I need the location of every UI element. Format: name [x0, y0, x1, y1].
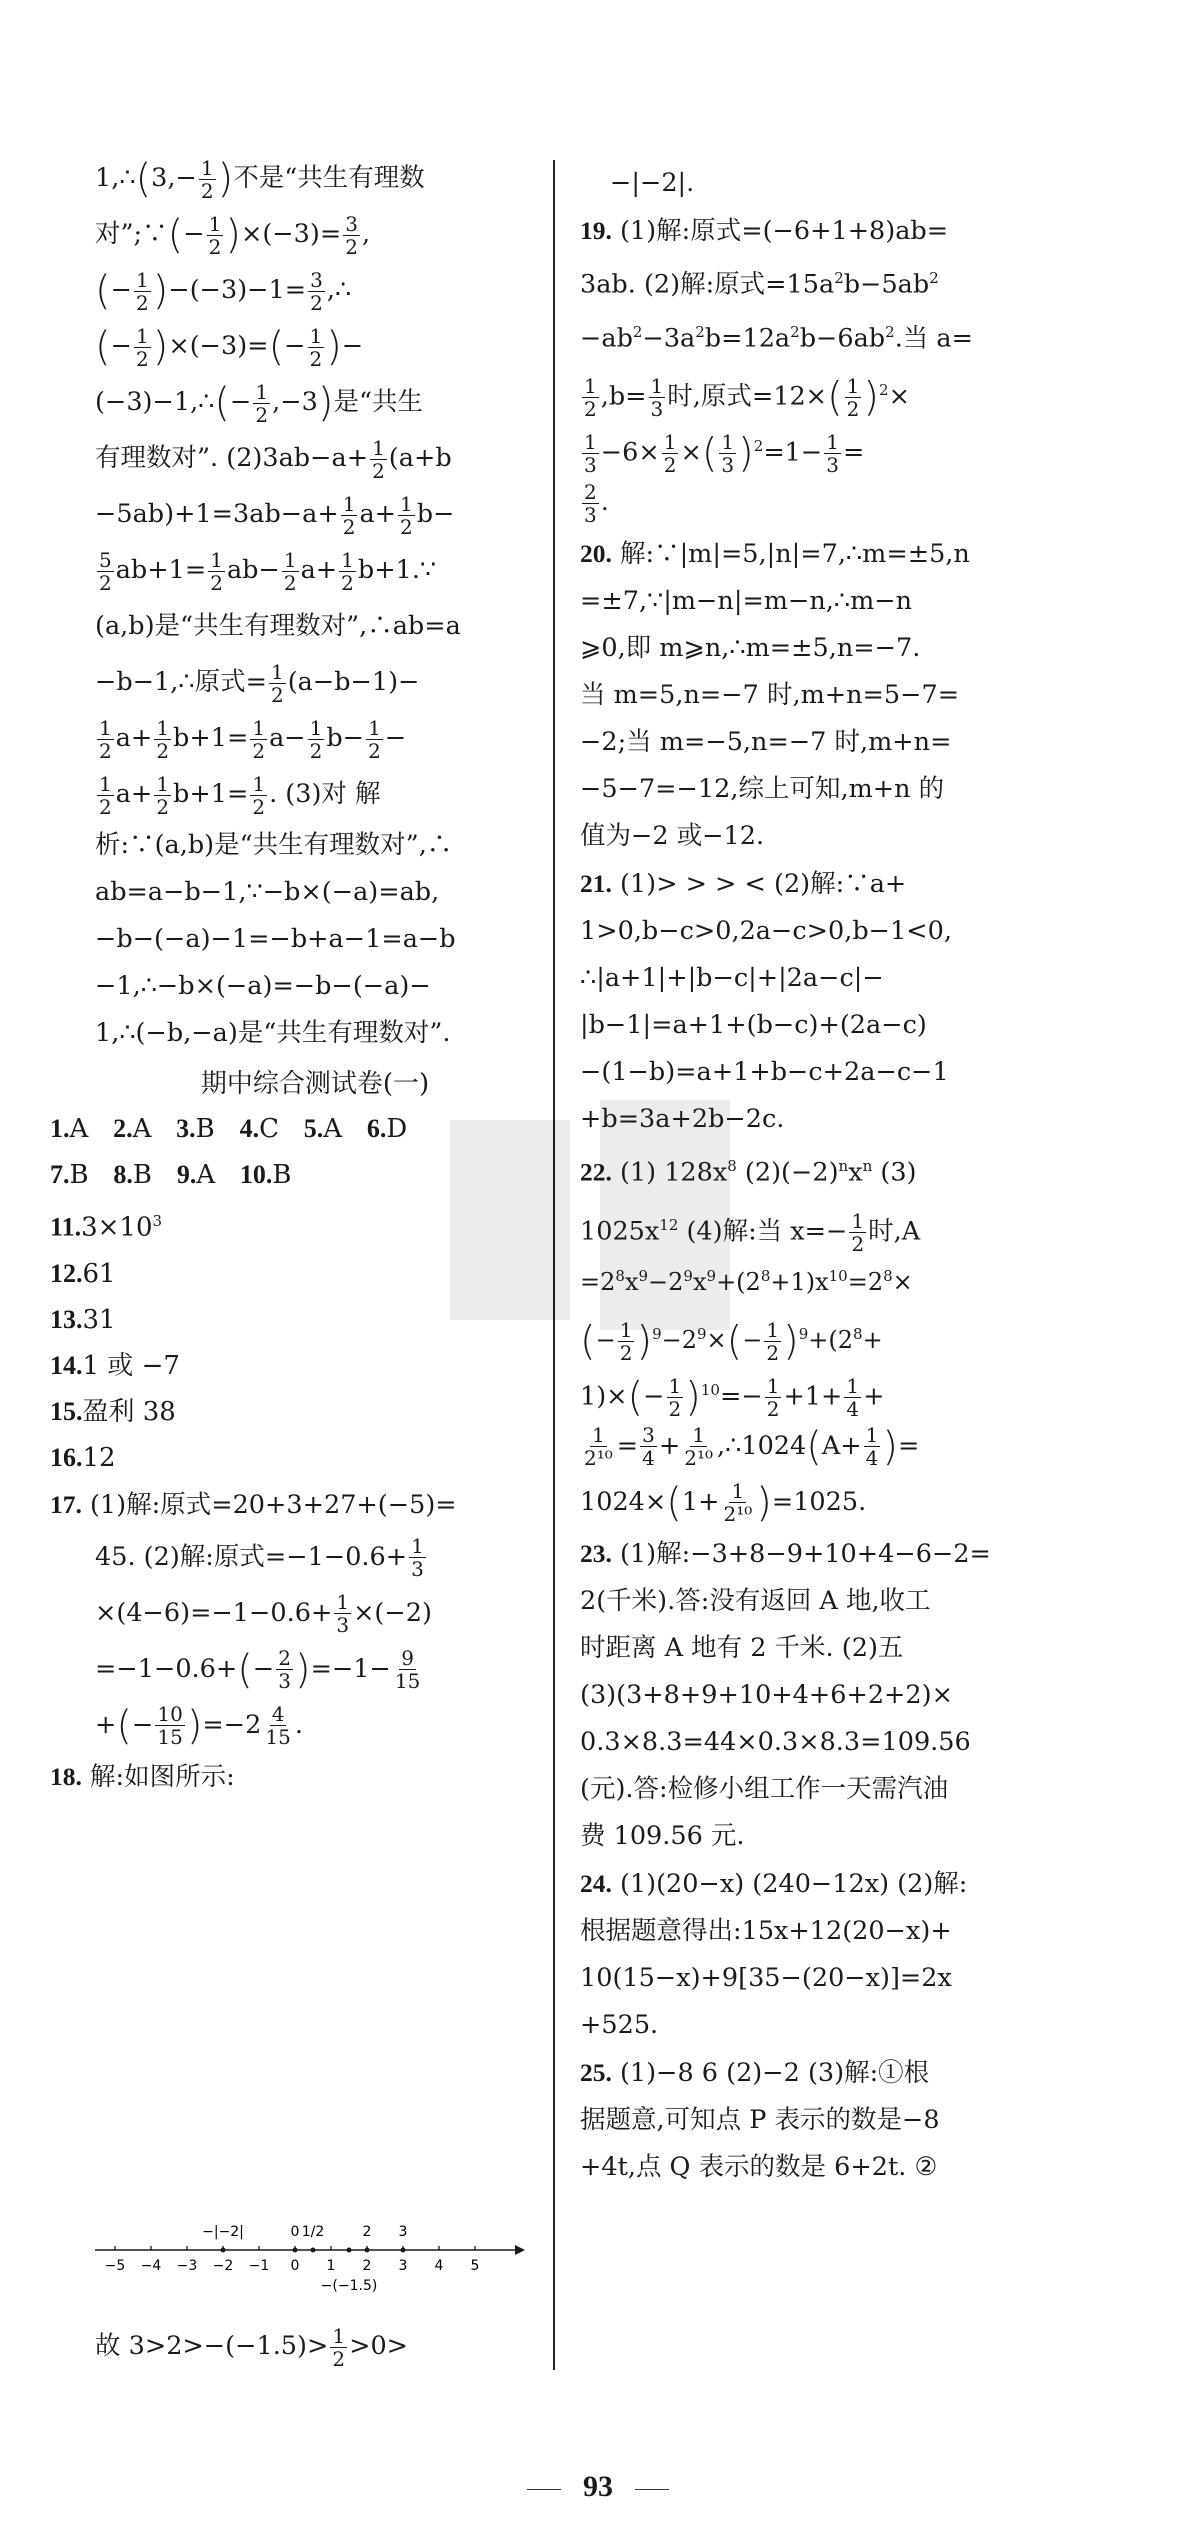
fraction: $\frac{1}{2}$ [135, 267, 149, 315]
text-line: +525. [580, 2009, 659, 2040]
number-line-point [293, 2248, 298, 2253]
text-line: +(− $\frac{10}{15}$ )=−2 $\frac{4}{15}$ . [95, 1702, 303, 1750]
text-line: $=2^8x^9-2^9x^9+(2^8+1)x^{10}=2^8\times$ [580, 1266, 913, 1296]
text-line: (− $\frac{1}{2}$ )$^9-2^9\times(-$ $\frac{1}{2}$ )$^9+(2^8+$ [580, 1317, 883, 1365]
number-line-tick-label: 2 [362, 2258, 372, 2274]
fraction: $\frac{1}{2}$ [309, 715, 323, 763]
text-line: (a,b)是“共生有理数对”,∴ab=a [95, 611, 461, 641]
text-line: −1,∴−b×(−a)=−b−(−a)− [95, 971, 431, 1001]
text-line: −b−(−a)−1=−b+a−1=a−b [95, 924, 456, 954]
text-line: ab=a−b−1,∵−b×(−a)=ab, [95, 877, 440, 907]
text-line: ⩾0,即 m⩾n,∴m=±5,n=−7. [580, 633, 921, 663]
answer-17: 17. (1)解:原式=20+3+27+(−5)= [50, 1489, 457, 1520]
fraction: $\frac{1}{2}$ [342, 491, 356, 539]
answer-15: 15.盈利 38 [50, 1396, 176, 1427]
number-line-point-label: 2 [362, 2224, 372, 2240]
fraction: $\frac{3}{2}$ [310, 267, 323, 315]
fraction: $\frac{1}{2}$ [766, 1373, 780, 1421]
text-line: $-ab^2-3a^2b=12a^2b-6ab^2$.当 a= [580, 322, 973, 353]
text-line: (−3)−1,∴(− $\frac{1}{2}$ ,−3)是“共生 [95, 379, 423, 427]
fraction: $\frac{1}{2}$ [668, 1373, 682, 1421]
number-line-tick-label: 1 [326, 2258, 336, 2274]
text-line: (− $\frac{1}{2}$ )×(−3)=(− $\frac{1}{2}$ )− [95, 323, 364, 371]
number-line-point [365, 2248, 370, 2253]
fraction: $\frac{1}{3}$ [336, 1590, 350, 1638]
number-line-tick-label: −1 [248, 2258, 270, 2274]
number-line-point [311, 2248, 316, 2253]
number-line-tick-label: 3 [398, 2258, 408, 2274]
answer-19: 19. (1)解:原式=(−6+1+8)ab= [580, 216, 949, 246]
fraction: $\frac{1}{2}$ [766, 1317, 780, 1365]
fraction: $\frac{1}{2}$ [663, 430, 677, 477]
left-column [50, 150, 535, 1801]
fraction: $\frac{1}{2}$ [99, 771, 112, 819]
number-line [95, 2205, 525, 2300]
mc-answers-row-2: 7.B 8.B 9.A 10.B [50, 1160, 292, 1190]
text-line: 析:∵(a,b)是“共生有理数对”,∴ [95, 830, 453, 860]
text-line: 有理数对”. (2)3ab−a+ $\frac{1}{2}$ (a+b [95, 435, 452, 483]
number-line-point-label: 0 [290, 2224, 300, 2240]
number-line-point [401, 2248, 406, 2253]
page-number: 93 [583, 2470, 613, 2503]
text-line: −|−2|. [610, 168, 695, 198]
fraction: $\frac{1}{2}$ [270, 659, 284, 707]
fraction: $\frac{1}{2}$ [332, 2323, 346, 2371]
fraction: $\frac{1}{2}$ [252, 715, 266, 763]
answer-13: 13.31 [50, 1304, 116, 1335]
answer-18-conclusion: 故 3>2>−(−1.5)> $\frac{1}{2}$ >0> [95, 2323, 409, 2371]
text-line: 1024×(1+ $\frac{1}{\text{2¹⁰}}$ )=1025. [580, 1479, 867, 1526]
text-line: ×(4−6)=−1−0.6+ $\frac{1}{3}$ ×(−2) [95, 1590, 432, 1638]
number-line-tick-label: 5 [470, 2258, 480, 2274]
text-line: 2(千米).答:没有返回 A 地,收工 [580, 1585, 931, 1616]
fraction: $\frac{1}{2}$ [851, 1208, 865, 1256]
answer-23: 23. (1)解:−3+8−9+10+4−6−2= [580, 1538, 991, 1569]
text-line: 费 109.56 元. [580, 1820, 745, 1851]
fraction: $\frac{1}{2}$ [208, 211, 222, 259]
text-line: 对”;∵(− $\frac{1}{2}$ )×(−3)= $\frac{3}{2}$ , [95, 211, 371, 259]
fraction: $\frac{1}{2}$ [210, 547, 223, 595]
fraction: $\frac{1}{2}$ [135, 323, 149, 371]
text-line: =±7,∵|m−n|=m−n,∴m−n [580, 586, 913, 616]
text-line: −2;当 m=−5,n=−7 时,m+n= [580, 727, 952, 757]
text-line: $\frac{1}{2}$ a+ $\frac{1}{2}$ b+1= $\frac{1}{2}$ a− $\frac{1}{2}$ b− $\frac{1}{2}$ − [99, 715, 407, 763]
fraction: $\frac{1}{2}$ [156, 771, 170, 819]
fraction: $\frac{1}{2}$ [252, 771, 266, 819]
text-line: $1025x^{12}$ (4)解:当 x=− $\frac{1}{2}$ 时,A [580, 1208, 921, 1256]
text-line: (元).答:检修小组工作一天需汽油 [580, 1773, 949, 1804]
fraction: $\frac{1}{2}$ [283, 547, 297, 595]
number-line-tick-label: 4 [434, 2258, 444, 2274]
fraction: $\frac{2}{3}$ [584, 479, 597, 527]
fraction: $\frac{4}{15}$ [265, 1702, 291, 1750]
page-footer [0, 2470, 1196, 2504]
text-line: 1)×(− $\frac{1}{2}$ )$^{10}$=− $\frac{1}{2}$ +1+ $\frac{1}{4}$ + [580, 1373, 885, 1421]
text-line: −(1−b)=a+1+b−c+2a−c−1 [580, 1057, 949, 1087]
text-line: 1,∴(3,− $\frac{1}{2}$ )不是“共生有理数 [95, 155, 425, 203]
text-line: ∴|a+1|+|b−c|+|2a−c|− [580, 963, 884, 993]
text-line: 0.3×8.3=44×0.3×8.3=109.56 [580, 1726, 971, 1757]
answer-16: 16.12 [50, 1442, 116, 1473]
text-line: $\frac{1}{2}$ a+ $\frac{1}{2}$ b+1= $\frac{1}{2}$ . (3)对 解 [99, 771, 381, 819]
text-line: |b−1|=a+1+(b−c)+(2a−c) [580, 1010, 927, 1040]
fraction: $\frac{1}{2}$ [99, 715, 112, 763]
fraction: $\frac{1}{2}$ [846, 374, 860, 421]
text-line: 10(15−x)+9[35−(20−x)]=2x [580, 1962, 952, 1993]
text-line: 1,∴(−b,−a)是“共生有理数对”. [95, 1018, 451, 1048]
fraction: $\frac{9}{15}$ [394, 1646, 421, 1694]
answer-22: 22. (1) $128x^8$ $(2)(-2)^nx^n$ (3) [580, 1157, 917, 1188]
text-line: −5ab)+1=3ab−a+ $\frac{1}{2}$ a+ $\frac{1}{2}$ b− [95, 491, 455, 539]
fraction: $\frac{1}{2}$ [372, 435, 385, 483]
right-column [580, 160, 1050, 2191]
text-line: 根据题意得出:15x+12(20−x)+ [580, 1915, 952, 1946]
fraction: $\frac{1}{2}$ [584, 374, 597, 421]
fraction: $\frac{1}{\text{2¹⁰}}$ [723, 1479, 753, 1526]
text-line: 1>0,b−c>0,2a−c>0,b−1<0, [580, 916, 952, 946]
answer-12: 12.61 [50, 1258, 116, 1289]
fraction: $\frac{5}{2}$ [99, 547, 112, 595]
text-line: −5−7=−12,综上可知,m+n 的 [580, 774, 945, 804]
fraction: $\frac{1}{3}$ [721, 430, 735, 477]
text-line: $\frac{1}{3}$ −6× $\frac{1}{2}$ ×( $\frac{1}{3}$ )$^2$=1− $\frac{1}{3}$ = [584, 430, 865, 477]
text-line: +4t,点 Q 表示的数是 6+2t. ② [580, 2151, 938, 2182]
number-line-arrow [515, 2245, 525, 2255]
fraction: $\frac{1}{2}$ [341, 547, 354, 595]
text-line: $\frac{1}{2}$ ,b= $\frac{1}{3}$ 时,原式=12×( $\frac{1}{2}$ )$^2$× [584, 374, 910, 421]
text-line: +b=3a+2b−2c. [580, 1104, 785, 1134]
number-line-tick-label: −4 [140, 2258, 162, 2274]
text-line: 45. (2)解:原式=−1−0.6+ $\frac{1}{3}$ [95, 1534, 424, 1582]
text-line: =−1−0.6+(− $\frac{2}{3}$ )=−1− $\frac{9}{15}$ [95, 1646, 421, 1694]
fraction: $\frac{3}{4}$ [642, 1423, 655, 1470]
answer-25: 25. (1)−8 6 (2)−2 (3)解:①根 [580, 2057, 930, 2088]
number-line-tick-label: −5 [104, 2258, 126, 2274]
mc-answers-row-1: 1.A 2.A 3.B 4.C 5.A 6.D [50, 1114, 408, 1144]
fraction: $\frac{1}{2}$ [156, 715, 170, 763]
text-line: $\frac{5}{2}$ ab+1= $\frac{1}{2}$ ab− $\frac{1}{2}$ a+ $\frac{1}{2}$ b+1.∵ [99, 547, 437, 595]
answer-24: 24. (1)(20−x) (240−12x) (2)解: [580, 1868, 968, 1899]
answer-11: $11.3\times 10^3$ [50, 1212, 163, 1243]
number-line-point-label: 1/2 [301, 2224, 325, 2240]
fraction: $\frac{3}{2}$ [345, 211, 358, 259]
text-line: (3)(3+8+9+10+4+6+2+2)× [580, 1679, 953, 1710]
number-line-point [221, 2248, 226, 2253]
answer-20: 20. 解:∵|m|=5,|n|=7,∴m=±5,n [580, 539, 970, 569]
fraction: $\frac{1}{3}$ [650, 374, 664, 421]
fraction: $\frac{1}{2}$ [255, 379, 269, 427]
fraction: $\frac{2}{3}$ [278, 1646, 291, 1694]
fraction: $\frac{1}{2}$ [200, 155, 214, 203]
answer-14: 14.1 或 −7 [50, 1350, 180, 1381]
text-line: 3ab. (2)解:原式$=15a^2b-5ab^2$ [580, 269, 939, 300]
text-line: $\frac{2}{3}$ . [584, 479, 609, 527]
text-line: 当 m=5,n=−7 时,m+n=5−7= [580, 680, 960, 710]
fraction: $\frac{1}{4}$ [846, 1373, 860, 1421]
text-line: 据题意,可知点 P 表示的数是−8 [580, 2104, 940, 2135]
number-line-tick-label: 0 [290, 2258, 300, 2274]
fraction: $\frac{1}{4}$ [865, 1423, 879, 1470]
number-line-tick-label: −3 [176, 2258, 198, 2274]
fraction: $\frac{1}{2}$ [368, 715, 381, 763]
text-line: $\frac{1}{\text{2¹⁰}}$ = $\frac{3}{4}$ + $\frac{1}{\text{2¹⁰}}$ ,∴1024(A+ $\frac{1}{4}$ )= [584, 1423, 920, 1470]
fraction: $\frac{10}{15}$ [157, 1702, 183, 1750]
number-line-point-label: −(−1.5) [320, 2278, 378, 2294]
number-line-point-label: 3 [398, 2224, 408, 2240]
fraction: $\frac{1}{3}$ [826, 430, 840, 477]
fraction: $\frac{1}{\text{2¹⁰}}$ [584, 1423, 613, 1470]
fraction: $\frac{1}{2}$ [619, 1317, 633, 1365]
section-title: 期中综合测试卷(一) [200, 1069, 430, 1099]
fraction: $\frac{1}{\text{2¹⁰}}$ [684, 1423, 714, 1470]
fraction: $\frac{1}{3}$ [584, 430, 597, 477]
answer-21: 21. (1)> > > < (2)解:∵a+ [580, 869, 907, 899]
fraction: $\frac{1}{2}$ [309, 323, 323, 371]
number-line-point-label: −|−2| [202, 2224, 244, 2240]
answer-18: 18. 解:如图所示: [50, 1761, 235, 1792]
text-line: (− $\frac{1}{2}$ )−(−3)−1= $\frac{3}{2}$ ,∴ [95, 267, 352, 315]
fraction: $\frac{1}{3}$ [411, 1534, 424, 1582]
number-line-point [347, 2248, 352, 2253]
text-line: 时距离 A 地有 2 千米. (2)五 [580, 1632, 904, 1663]
number-line-tick-label: −2 [212, 2258, 234, 2274]
text-line: −b−1,∴原式= $\frac{1}{2}$ (a−b−1)− [95, 659, 420, 707]
fraction: $\frac{1}{2}$ [400, 491, 413, 539]
text-line: 值为−2 或−12. [580, 821, 765, 851]
